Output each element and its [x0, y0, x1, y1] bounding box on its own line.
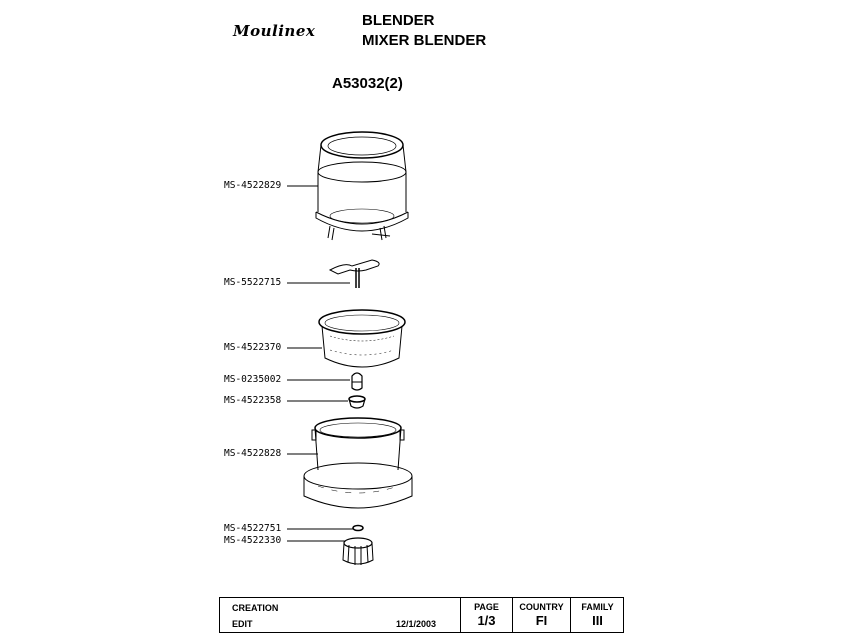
country-value: FI	[535, 613, 548, 628]
model-number: A53032(2)	[332, 75, 403, 92]
part-label-blade: MS-5522715	[224, 277, 282, 288]
lid-part	[316, 132, 408, 240]
family-value: III	[592, 613, 603, 628]
part-label-lid: MS-4522829	[224, 180, 282, 191]
page-label: PAGE	[474, 602, 499, 612]
blade-part	[330, 260, 379, 288]
creation-label: CREATION	[232, 603, 279, 613]
family-cell	[570, 598, 624, 632]
brand-logo: Moulinex	[233, 22, 316, 40]
knob-part	[343, 538, 373, 565]
title-line-2: MIXER BLENDER	[362, 32, 487, 49]
edit-label: EDIT	[232, 619, 253, 629]
title-line-1: BLENDER	[362, 12, 435, 29]
page-value: 1/3	[477, 613, 496, 628]
footer-info-table	[219, 597, 624, 633]
part-label-coupler: MS-0235002	[224, 374, 282, 385]
part-label-knob: MS-4522330	[224, 535, 282, 546]
seal-part	[349, 396, 365, 408]
page-cell	[460, 598, 512, 632]
family-label: FAMILY	[581, 602, 614, 612]
part-label-seal: MS-4522358	[224, 395, 282, 406]
edit-date: 12/1/2003	[396, 619, 437, 629]
part-label-washer: MS-4522751	[224, 523, 282, 534]
country-cell	[512, 598, 570, 632]
washer-part	[353, 526, 363, 531]
coupler-part	[352, 373, 362, 390]
bowl-part	[319, 310, 405, 367]
part-label-base: MS-4522828	[224, 448, 282, 459]
base-part	[304, 418, 412, 508]
country-label: COUNTRY	[519, 602, 564, 612]
part-label-bowl: MS-4522370	[224, 342, 282, 353]
